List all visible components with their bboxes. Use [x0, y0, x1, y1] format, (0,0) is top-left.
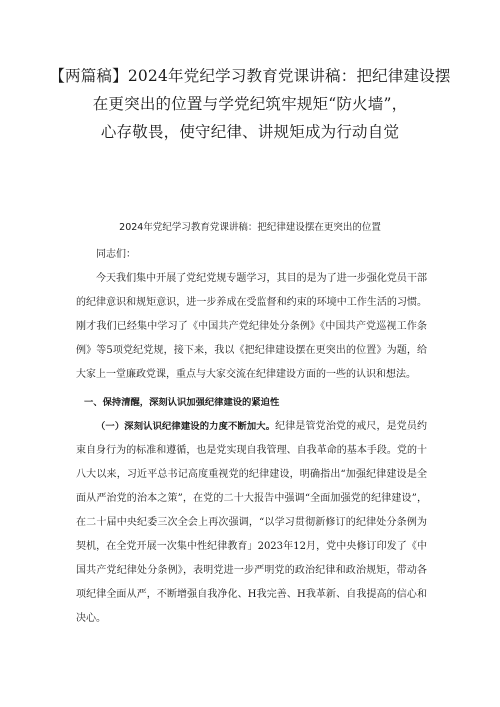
salutation: 同志们：	[96, 249, 136, 260]
section-heading: 一、保持清醒，深刻认识加强纪律建设的紧迫性	[84, 397, 280, 408]
paragraph-intro: 今天我们集中开展了党纪党规专题学习，其目的是为了进一步强化党员干部的纪律意识和规矩意识，进一步养成在受监督和约束的环境中工作生活的习惯。刚才我们已经集中学习了《中国共产党纪律处分条例》《中国共产党巡视工作条例》等5项党纪党规，接下来，我以《把纪律建设摆在更突出的位置》为题，给大家上一堂廉政党课，重点与大家交流在纪律建设方面的一些的认识和想法。	[76, 273, 427, 380]
sub-title: 2024年党纪学习教育党课讲稿：把纪律建设摆在更突出的位置	[119, 222, 381, 233]
paragraph-lead: （一）深刻认识纪律建设的力度不断加大。	[96, 421, 276, 432]
paragraph-discipline	[76, 415, 427, 631]
main-title-line-1: 【两篇稿】2024年党纪学习教育党课讲稿：把纪律建设摆	[49, 67, 451, 85]
paragraph-body: 纪律是管党治党的戒尺，是党员约束自身行为的标准和遵循，也是党实现自我管理、自我革命的基本手段。党的十八大以来，习近平总书记高度重视党的纪律建设，明确指出“加强纪律建设是全面从严治党的治本之策”，在党的二十大报告中强调“全面加强党的纪律建设”，在二十届中央纪委三次全会上再次强调，“以学习贯彻新修订的纪律处分条例为契机，在全党开展一次集中性纪律教育」2023年12月，党中央修订印发了《中国共产党纪律处分条例》，表明党进一步严明党的政治纪律和政治规矩，带动各项纪律全面从严，不断增强自我净化、H我完善、H我革新、自我提高的信心和决心。	[76, 421, 427, 624]
main-title-line-3: 心存敬畏，使守纪律、讲规矩成为行动自觉	[100, 123, 400, 141]
document-body	[76, 243, 427, 631]
main-title	[40, 62, 460, 146]
main-title-line-2: 在更突出的位置与学党纪筑牢规矩“防火墙”，	[92, 95, 408, 113]
